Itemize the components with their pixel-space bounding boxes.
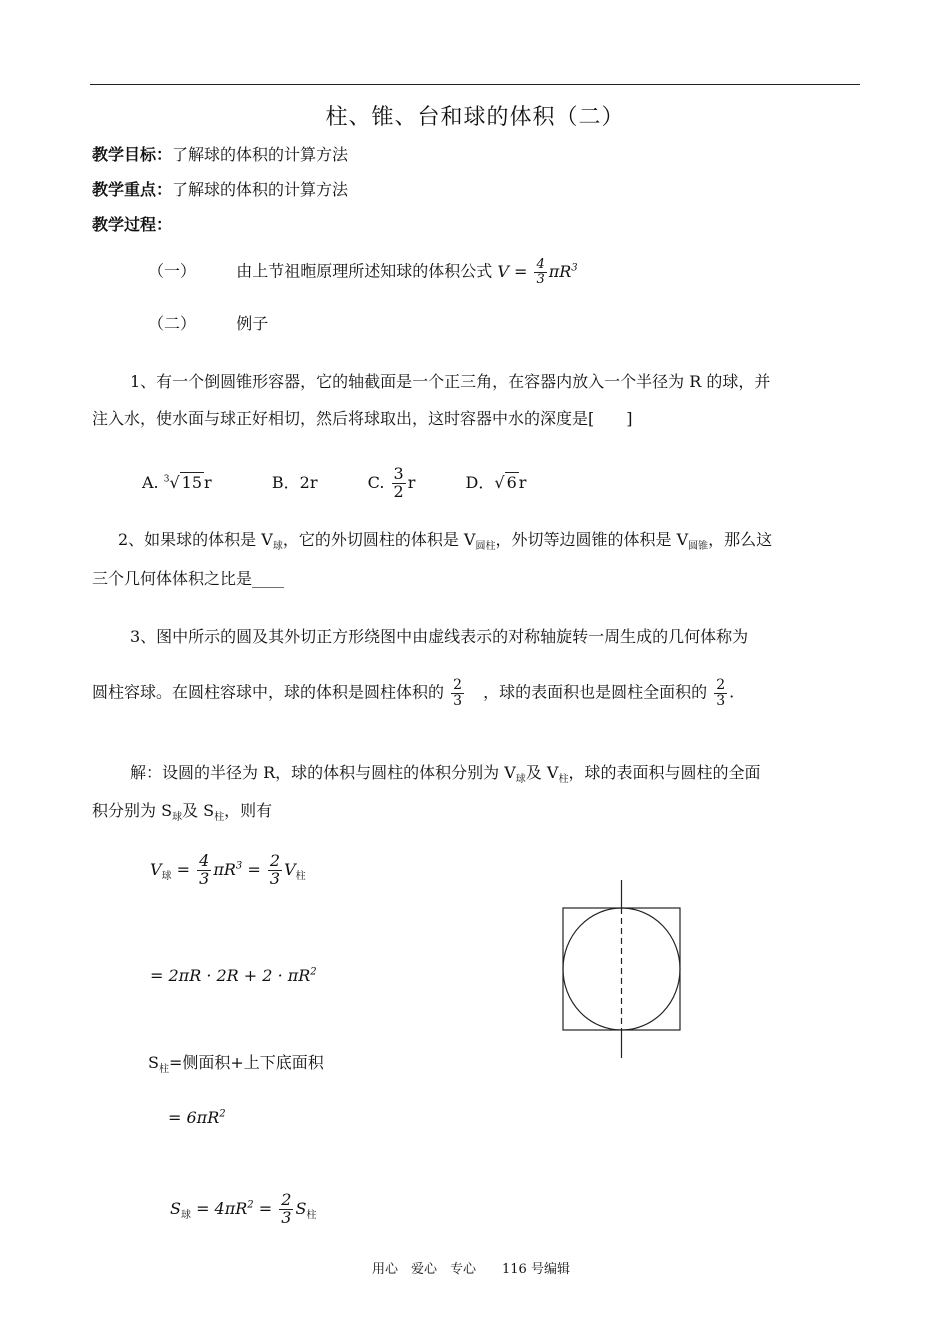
section2-text: 例子: [236, 314, 269, 333]
option-c: C. $\frac{3}{2}$ r: [367, 464, 416, 501]
problem1-options: [142, 466, 526, 501]
focus-label: 教学重点：: [92, 180, 173, 199]
formula-sphere-area: $S_球 = 4\pi R^2$ = $\frac{2}{3}$ $S_柱$: [170, 1190, 317, 1227]
section2-num: （二）: [148, 314, 197, 333]
solution-line1: 解：设圆的半径为 R，球的体积与圆柱的体积分别为 $V_球$及 $V_柱$，球的表面积与圆柱的全面: [130, 763, 761, 786]
problem3-line2: 圆柱容球。在圆柱容球中，球的体积是圆柱体积的 $\frac{2}{3}$ ，球的表面积也是圆柱全面积的 $\frac{2}{3}$ .: [92, 677, 735, 709]
focus-text: 了解球的体积的计算方法: [172, 180, 349, 199]
formula-cylinder-area: = $2\pi R \cdot 2R + 2 \cdot \pi R^2$: [150, 966, 317, 985]
option-b: B．2r: [271, 472, 318, 492]
problem2-line2: 三个几何体体积之比是____: [92, 569, 285, 588]
formula-volume: $V_球$ = $\frac{4}{3}$ $\pi R^3$ = $\frac{2}{3}$ $V_柱$: [150, 851, 306, 888]
section1-text: 由上节祖暅原理所述知球的体积公式: [236, 261, 493, 281]
section1-line: [148, 258, 578, 286]
option-a: A. $^3$√ 15 r: [142, 472, 212, 492]
circle-in-square-figure: [555, 876, 690, 1062]
page-footer: 用心 爱心 专心 116 号编辑: [372, 1262, 570, 1277]
page-title: 柱、锥、台和球的体积（二）: [325, 105, 625, 130]
objective-line: [92, 142, 348, 165]
problem3-line1: 3、图中所示的圆及其外切正方形绕图中由虚线表示的对称轴旋转一周生成的几何体称为: [130, 627, 749, 646]
solution-line2: 积分别为 $S_球$及 $S_柱$，则有: [92, 801, 273, 824]
focus-line: [92, 177, 348, 200]
header-rule: [90, 84, 860, 85]
problem1-line1: 1、有一个倒圆锥形容器，它的轴截面是一个正三角，在容器内放入一个半径为 R 的球，并: [130, 372, 771, 391]
formula-6piR2: = $6\pi R^2$: [168, 1108, 226, 1127]
cylinder-area-label: $S_柱=$侧面积+上下底面积: [148, 1053, 324, 1076]
section2-line: [148, 311, 268, 334]
option-d: D．√ 6 r: [465, 472, 527, 492]
objective-text: 了解球的体积的计算方法: [172, 145, 349, 164]
problem2-line1: 2、如果球的体积是 $V_球$，它的外切圆柱的体积是 $V_{圆柱}$，外切等边圆锥的体积是 $V_{圆锥}$，那么这: [118, 530, 773, 553]
process-label: 教学过程：: [92, 215, 173, 234]
objective-label: 教学目标：: [92, 145, 173, 164]
section1-num: （一）: [148, 261, 197, 281]
problem1-line2: 注入水，使水面与球正好相切，然后将球取出，这时容器中水的深度是[ ]: [92, 409, 633, 428]
section1-formula: V = $\frac{4}{3}$ $\pi R^3$: [497, 257, 578, 287]
